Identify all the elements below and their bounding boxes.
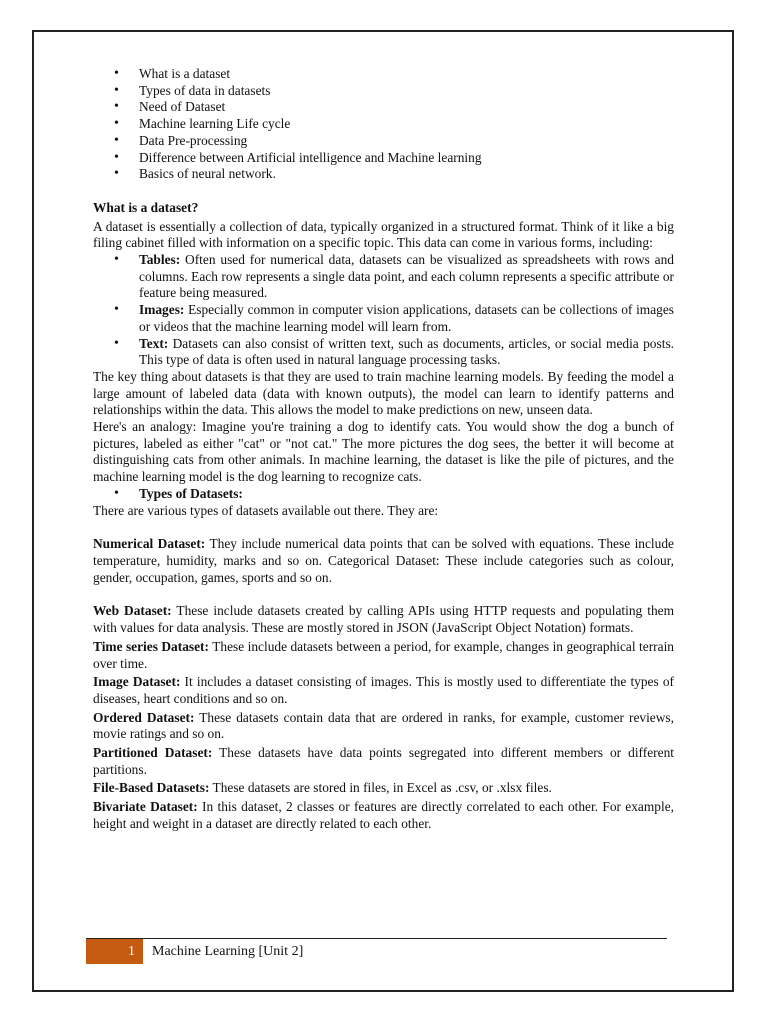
ordered-dataset [93, 710, 674, 743]
topic-item: • Difference between Artificial intelligence and Machine learning [139, 150, 674, 167]
section-heading-types-of-datasets: • Types of Datasets: [93, 486, 674, 503]
section-heading-what-is-dataset: What is a dataset? [93, 199, 199, 215]
web-dataset [93, 603, 674, 636]
topic-item: • Data Pre-processing [139, 133, 674, 150]
definition: Especially common in computer vision applications, datasets can be collections of images or videos that the machine learning model will learn from. [139, 302, 674, 334]
topic-item: • Basics of neural network. [139, 166, 674, 183]
definition: These include datasets created by calling APIs using HTTP requests and populating them with values for data analysis. These are mostly stored in JSON (JavaScript Object Notation) formats. [93, 603, 674, 636]
definition: These datasets have data points segregated into different members or different partitions. [93, 745, 674, 777]
intro-paragraph: A dataset is essentially a collection of data, typically organized in a structured format. Think of it like a big filing cabinet filled with information on a specific topic. This data can come in various forms, including: [93, 218, 674, 251]
term: Images: [139, 302, 185, 318]
topics-list [93, 66, 674, 183]
term: Image Dataset: [93, 674, 181, 690]
term: Tables: [139, 252, 181, 268]
topic-item: • What is a dataset [139, 66, 674, 83]
image-dataset [93, 674, 674, 707]
data-form-text [139, 336, 674, 369]
file-based-dataset [93, 780, 674, 797]
data-forms-list [93, 252, 674, 369]
term: Partitioned Dataset: [93, 745, 213, 761]
term: Bivariate Dataset: [93, 799, 198, 815]
data-form-images [139, 302, 674, 335]
definition: These include datasets between a period, for example, changes in geographical terrain over time. [93, 638, 674, 671]
page-number: 1 [86, 939, 143, 964]
term: Time series Dataset: [93, 638, 209, 654]
time-series-dataset [93, 639, 674, 672]
definition: These datasets contain data that are ordered in ranks, for example, customer reviews, movie ratings and so on. [93, 709, 674, 742]
document-body [93, 66, 674, 835]
term: Numerical Dataset: [93, 536, 206, 552]
key-thing-paragraph: The key thing about datasets is that they are used to train machine learning models. By feeding the model a large amount of labeled data (data with known outputs), the model can learn to identify patterns and relationships within the data. This allows the model to make predictions on new, unseen data. [93, 368, 674, 418]
term: Text: [139, 335, 169, 351]
data-form-tables [139, 252, 674, 302]
term: File-Based Datasets: [93, 780, 210, 796]
term: Ordered Dataset: [93, 709, 195, 725]
topic-item: • Machine learning Life cycle [139, 116, 674, 133]
definition: It includes a dataset consisting of images. This is mostly used to differentiate the types of diseases, heart conditions and so on. [93, 674, 674, 706]
term: Web Dataset: [93, 603, 172, 619]
definition: Often used for numerical data, datasets can be visualized as spreadsheets with rows and columns. Each row represents a single data point, and each column represents a specific attribute or feature being measured. [139, 252, 674, 301]
topic-item: • Types of data in datasets [139, 83, 674, 100]
definition: These datasets are stored in files, in Excel as .csv, or .xlsx files. [209, 780, 552, 796]
definition: In this dataset, 2 classes or features are directly correlated to each other. For example, height and weight in a dataset are directly related to each other. [93, 799, 674, 831]
definition: They include numerical data points that can be solved with equations. These include temperature, humidity, marks and so on. Categorical Dataset: These include categories such as colour, gender, occupation, games, sports and so on. [93, 536, 674, 585]
bivariate-dataset [93, 799, 674, 832]
types-intro: There are various types of datasets available out there. They are: [93, 502, 439, 518]
partitioned-dataset [93, 745, 674, 778]
topic-item: • Need of Dataset [139, 99, 674, 116]
footer-title: Machine Learning [Unit 2] [152, 944, 304, 959]
definition: Datasets can also consist of written text, such as documents, articles, or social media posts. This type of data is often used in natural language processing tasks. [139, 335, 674, 368]
numerical-dataset [93, 536, 674, 586]
analogy-paragraph: Here's an analogy: Imagine you're training a dog to identify cats. You would show the dog a bunch of pictures, labeled as either "cat" or "not cat." The more pictures the dog sees, the better it will become at distinguishing cats from other animals. In machine learning, the dataset is like the pile of pictures, and the machine learning model is the dog learning to recognize cats. [93, 419, 674, 485]
